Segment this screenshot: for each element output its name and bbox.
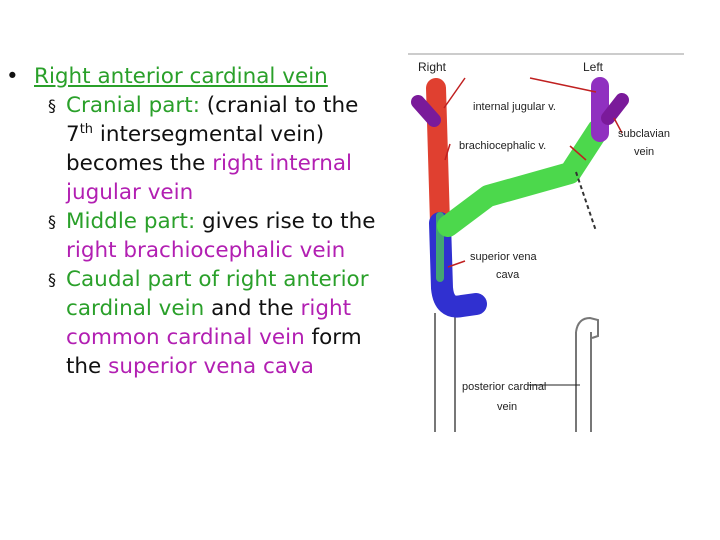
- sub-bullet-glyph: §: [48, 212, 56, 231]
- cranial-part-label: Cranial part:: [66, 93, 200, 118]
- left-subclavian-stub: [608, 100, 622, 118]
- label-svc-line-1: superior vena: [470, 251, 537, 263]
- sub-bullet-caudal: [6, 265, 386, 381]
- vein-diagram-svg: [400, 48, 700, 438]
- leader-internal-jugular-left: [530, 78, 596, 92]
- left-posterior-cardinal-vein: [576, 332, 591, 432]
- caudal-part-label: Caudal part of right anterior cardinal vein: [66, 267, 369, 321]
- label-posterior-line-2: vein: [497, 401, 518, 413]
- vein-diagram: [400, 48, 700, 438]
- sub-bullet-glyph: §: [48, 270, 56, 289]
- label-internal-jugular: internal jugular v.: [473, 101, 556, 113]
- bullet-glyph: •: [6, 64, 19, 89]
- right-brachiocephalic-term: right brachiocephalic vein: [66, 238, 346, 263]
- caudal-part-text: and the: [204, 296, 301, 321]
- sub-bullet-glyph: §: [48, 96, 56, 115]
- cranial-part-text: (cranial to the 7: [66, 93, 359, 147]
- label-right: Right: [418, 60, 447, 74]
- slide-text: [6, 62, 386, 381]
- middle-part-label: Middle part:: [66, 209, 196, 234]
- label-svc-line-2: cava: [496, 269, 520, 281]
- bullet-heading: Right anterior cardinal vein: [34, 64, 328, 89]
- label-subclavian-line-1: subclavian: [618, 128, 670, 140]
- right-internal-jugular-vessel: [436, 88, 440, 223]
- cranial-part-text-2: intersegmental vein) becomes the: [66, 122, 325, 176]
- sub-bullet-cranial: [6, 91, 386, 207]
- middle-part-text: gives rise to the: [195, 209, 376, 234]
- right-posterior-cardinal-vein: [435, 313, 455, 432]
- sub-bullet-middle: [6, 207, 386, 265]
- label-left: Left: [583, 60, 604, 74]
- right-common-cardinal-term: right common cardinal vein: [66, 296, 352, 350]
- caudal-part-text-2: form the: [66, 325, 362, 379]
- main-bullet: [6, 62, 386, 91]
- dashed-connection: [576, 172, 596, 231]
- label-posterior-line-1: posterior cardinal: [462, 381, 547, 393]
- right-internal-jugular-term: right internal jugular vein: [66, 151, 353, 205]
- superior-vena-cava-term: superior vena cava: [108, 354, 314, 379]
- superscript-th: th: [79, 121, 94, 137]
- label-subclavian-line-2: vein: [634, 146, 655, 158]
- left-posterior-cardinal-stump: [576, 318, 598, 338]
- label-brachiocephalic: brachiocephalic v.: [459, 140, 547, 152]
- leader-internal-jugular-right: [444, 78, 465, 108]
